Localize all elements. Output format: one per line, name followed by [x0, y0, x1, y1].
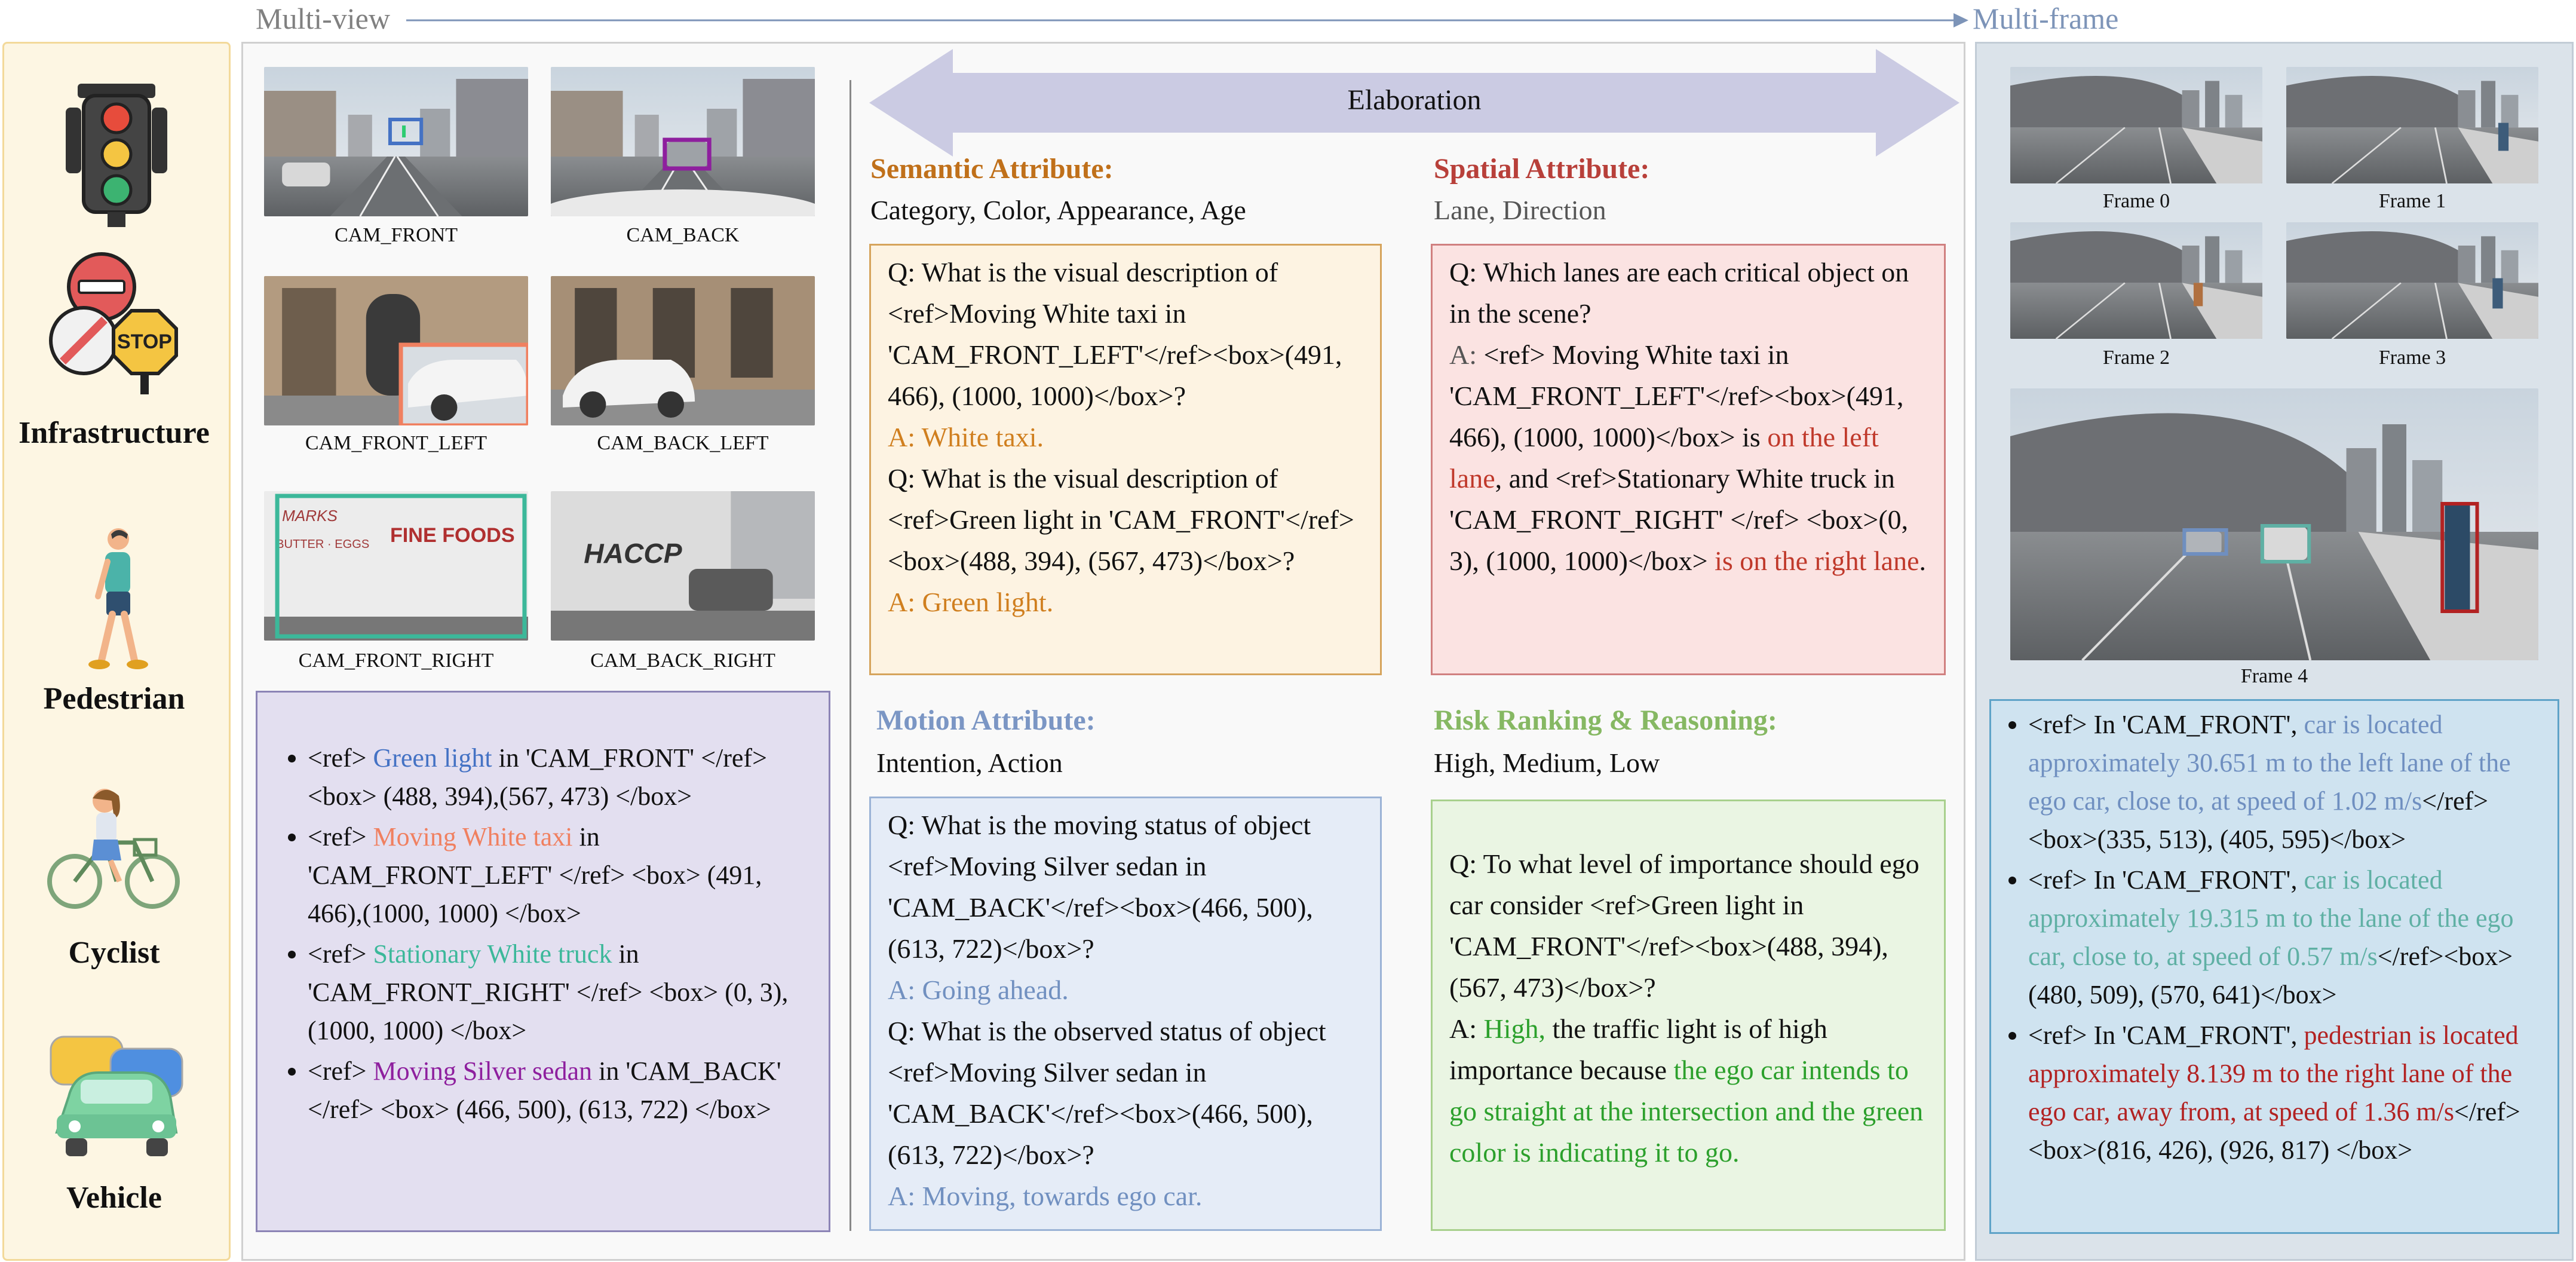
cam-caption-back-left: CAM_BACK_LEFT [597, 432, 769, 454]
frame-3-image [2286, 222, 2538, 339]
frame-info-box [1989, 699, 2559, 1234]
motion-q2: Q: What is the observed status of object <ref>Moving Silver sedan in 'CAM_BACK'</ref><box>(466, 500), (613, 722)</box>? [888, 1016, 1326, 1170]
category-pedestrian: Pedestrian [43, 682, 185, 716]
semantic-title: Semantic Attribute: [870, 153, 1114, 185]
semantic-qa-box [869, 244, 1382, 675]
truck-butter-text: BUTTER · EGGS [276, 538, 370, 551]
spatial-subtitle: Lane, Direction [1434, 195, 1606, 225]
semantic-a1: A: White taxi. [888, 422, 1044, 452]
cam-caption-back: CAM_BACK [626, 224, 740, 246]
ref-item: • <ref> Stationary White truck in 'CAM_FRONT_RIGHT' </ref> <box> (0, 3), (1000, 1000) </box> [308, 935, 811, 1050]
category-infrastructure: Infrastructure [19, 416, 210, 450]
truck-fine-foods-text: FINE FOODS [390, 524, 515, 547]
spatial-q: Q: Which lanes are each critical object on in the scene? [1449, 257, 1909, 329]
frame-caption-1: Frame 1 [2378, 190, 2446, 212]
cam-caption-front: CAM_FRONT [335, 224, 458, 246]
frame-1-image [2286, 67, 2538, 183]
frame-caption-4: Frame 4 [2240, 665, 2308, 687]
semantic-q2: Q: What is the visual description of <ref>Green light in 'CAM_FRONT'</ref><box>(488, 394), (567, 473)</box>? [888, 463, 1354, 576]
header-arrow [406, 0, 1971, 42]
frame-0-image [2010, 67, 2262, 183]
frame-caption-2: Frame 2 [2102, 347, 2170, 369]
motion-a1: A: Going ahead. [888, 975, 1069, 1005]
motion-title: Motion Attribute: [876, 704, 1096, 736]
category-vehicle: Vehicle [66, 1181, 162, 1215]
motion-subtitle: Intention, Action [876, 748, 1063, 778]
cam-front-image [264, 67, 528, 216]
risk-q: Q: To what level of importance should ego car consider <ref>Green light in 'CAM_FRONT'</ref><box>(488, 394), (567, 473)</box>? [1449, 849, 1919, 1003]
semantic-a2: A: Green light. [888, 587, 1054, 617]
motion-q1: Q: What is the moving status of object <ref>Moving Silver sedan in 'CAM_BACK'</ref><box>(466, 500), (613, 722)</box>? [888, 810, 1313, 964]
spatial-a: A: <ref> Moving White taxi in 'CAM_FRONT_LEFT'</ref><box>(491, 466), (1000, 1000)</box> is on the left lane, and <ref>Stationary White truck in 'CAM_FRONT_RIGHT' </ref> <box>(0, 3), (1000, 1000)</box> is on the right lane. [1449, 339, 1926, 576]
frame-4-image [2010, 388, 2538, 660]
semantic-q1: Q: What is the visual description of <ref>Moving White taxi in 'CAM_FRONT_LEFT'</ref><box>(491, 466), (1000, 1000)</box>? [888, 257, 1342, 411]
elaboration-label: Elaboration [1347, 84, 1482, 116]
ref-list-box [256, 691, 830, 1232]
risk-qa-box [1431, 800, 1946, 1231]
frame-info-item: • <ref> In 'CAM_FRONT', car is located approximately 19.315 m to the lane of the ego car, close to, at speed of 0.57 m/s</ref><box>(480, 509), (570, 641)</box> [2028, 861, 2547, 1014]
frame-caption-3: Frame 3 [2378, 347, 2446, 369]
spatial-title: Spatial Attribute: [1434, 153, 1650, 185]
frame-caption-0: Frame 0 [2102, 190, 2170, 212]
frame-info-list [1995, 706, 2547, 1169]
cam-back-right-image [551, 491, 815, 641]
spatial-qa-box [1431, 244, 1946, 675]
truck-marks-text: MARKS [282, 507, 338, 525]
multi-view-label: Multi-view [256, 2, 390, 35]
frame-info-item: • <ref> In 'CAM_FRONT', car is located approximately 30.651 m to the left lane of the ego car, close to, at speed of 1.02 m/s</ref><box>(335, 513), (405, 595)</box> [2028, 706, 2547, 859]
cam-caption-front-right: CAM_FRONT_RIGHT [298, 650, 494, 672]
pedestrian-icon [78, 526, 155, 675]
cyclist-icon [45, 783, 182, 914]
frame-2-image [2010, 222, 2262, 339]
ref-list [269, 739, 811, 1129]
svg-text:STOP: STOP [117, 330, 172, 353]
ref-item: • <ref> Green light in 'CAM_FRONT' </ref> <box> (488, 394),(567, 473) </box> [308, 739, 811, 816]
stop-sign-icon [42, 251, 191, 394]
cam-front-left-image [264, 276, 528, 425]
risk-subtitle: High, Medium, Low [1434, 748, 1660, 778]
category-cyclist: Cyclist [68, 936, 160, 970]
ref-item: • <ref> Moving Silver sedan in 'CAM_BACK' </ref> <box> (466, 500), (613, 722) </box> [308, 1052, 811, 1129]
cam-back-left-image [551, 276, 815, 425]
vertical-divider [850, 80, 851, 1231]
multi-frame-label: Multi-frame [1973, 2, 2119, 35]
cam-back-image [551, 67, 815, 216]
motion-a2: A: Moving, towards ego car. [888, 1181, 1203, 1211]
cam-front-right-image [264, 491, 528, 641]
traffic-light-icon [60, 84, 173, 227]
risk-a: A: High, the traffic light is of high importance because the ego car intends to go straight at the intersection and the green color is indicating it to go. [1449, 1013, 1924, 1168]
semantic-subtitle: Category, Color, Appearance, Age [870, 195, 1246, 225]
cam-caption-front-left: CAM_FRONT_LEFT [305, 432, 487, 454]
risk-title: Risk Ranking & Reasoning: [1434, 704, 1777, 736]
cam-caption-back-right: CAM_BACK_RIGHT [590, 650, 775, 672]
truck-haccp-text: HACCP [584, 538, 682, 569]
motion-qa-box [869, 797, 1382, 1231]
frame-info-item: • <ref> In 'CAM_FRONT', pedestrian is located approximately 8.139 m to the right lane of the ego car, away from, at speed of 1.36 m/s</ref><box>(816, 426), (926, 817) </box> [2028, 1016, 2547, 1169]
ref-item: • <ref> Moving White taxi in 'CAM_FRONT_LEFT' </ref> <box> (491, 466),(1000, 1000) </box> [308, 818, 811, 933]
vehicle-icon [45, 1025, 188, 1162]
